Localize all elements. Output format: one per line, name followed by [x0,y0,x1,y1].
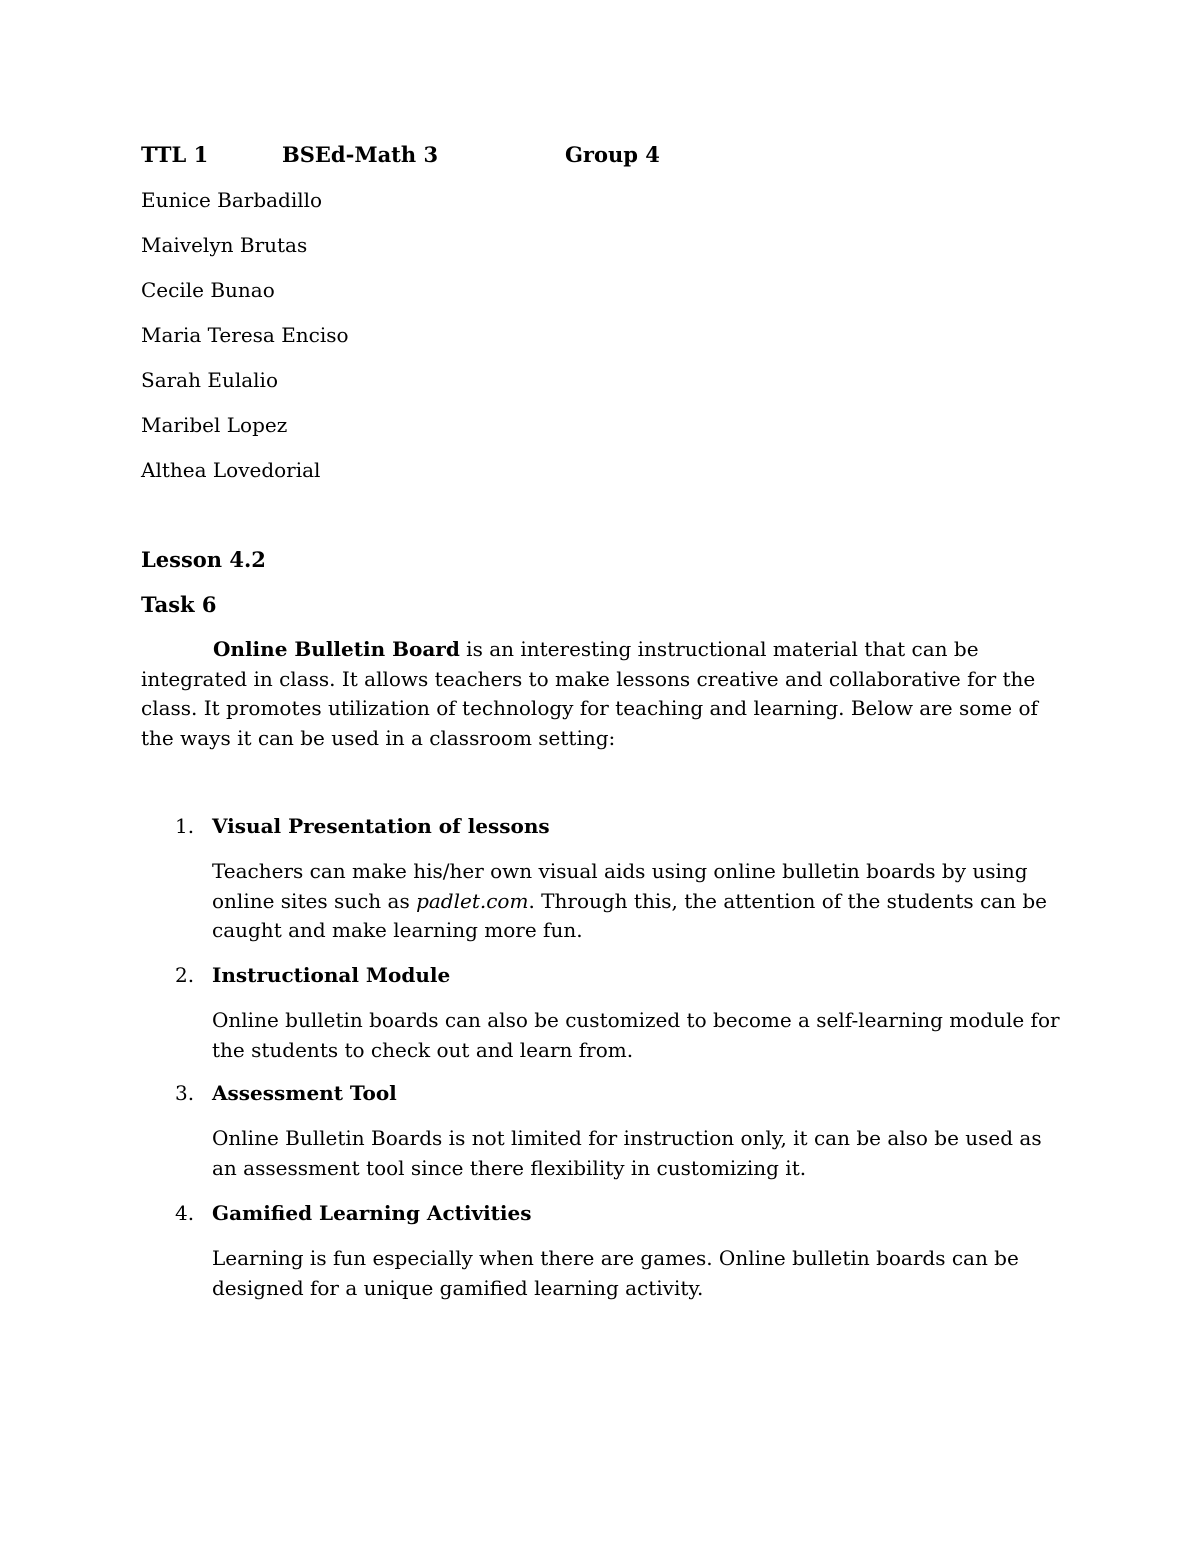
section-label: BSEd-Math 3 [282,142,439,167]
use-number: 3. [175,1081,195,1105]
use-title: Visual Presentation of lessons [212,814,550,838]
member-name: Cecile Bunao [141,278,275,302]
intro-text: is an interesting instructional material that can be integrated in class. It allows teachers to make lessons creative and collaborative for the class. It promotes utilization of technology for teaching and learning. Below are some of the ways it can be used in a classroom setting: [141,637,1038,750]
member-name: Sarah Eulalio [141,368,278,392]
use-number: 2. [175,963,195,987]
intro-lead-term: Online Bulletin Board [213,637,460,661]
use-desc-text: Teachers can make his/her own visual aids using online bulletin boards by using online sites such as [212,859,1028,913]
course-label: TTL 1 [141,142,209,167]
use-title: Assessment Tool [212,1081,397,1105]
member-name: Eunice Barbadillo [141,188,323,212]
use-title: Instructional Module [212,963,451,987]
site-reference: padlet.com [416,888,529,913]
use-number: 4. [175,1201,195,1225]
member-name: Maivelyn Brutas [141,233,308,257]
member-list [141,186,349,501]
task-title: Task 6 [141,592,217,617]
document-header [141,142,841,172]
use-number: 1. [175,814,195,838]
member-name: Maria Teresa Enciso [141,323,349,347]
lesson-title: Lesson 4.2 [141,547,266,572]
intro-paragraph [141,635,1061,753]
member-name: Althea Lovedorial [141,458,321,482]
member-name: Maribel Lopez [141,413,288,437]
use-description [212,857,1061,946]
use-description: Online bulletin boards can also be customized to become a self-learning module for the students to check out and learn from. [212,1008,1060,1062]
use-description: Learning is fun especially when there are games. Online bulletin boards can be designed for a unique gamified learning activity. [212,1246,1019,1300]
use-title: Gamified Learning Activities [212,1201,532,1225]
use-desc-text: . Through this, the attention of the students can be caught and make learning more fun. [212,888,1048,943]
use-description: Online Bulletin Boards is not limited for instruction only, it can be also be used as an assessment tool since there flexibility in customizing it. [212,1126,1042,1180]
group-label: Group 4 [565,142,660,167]
